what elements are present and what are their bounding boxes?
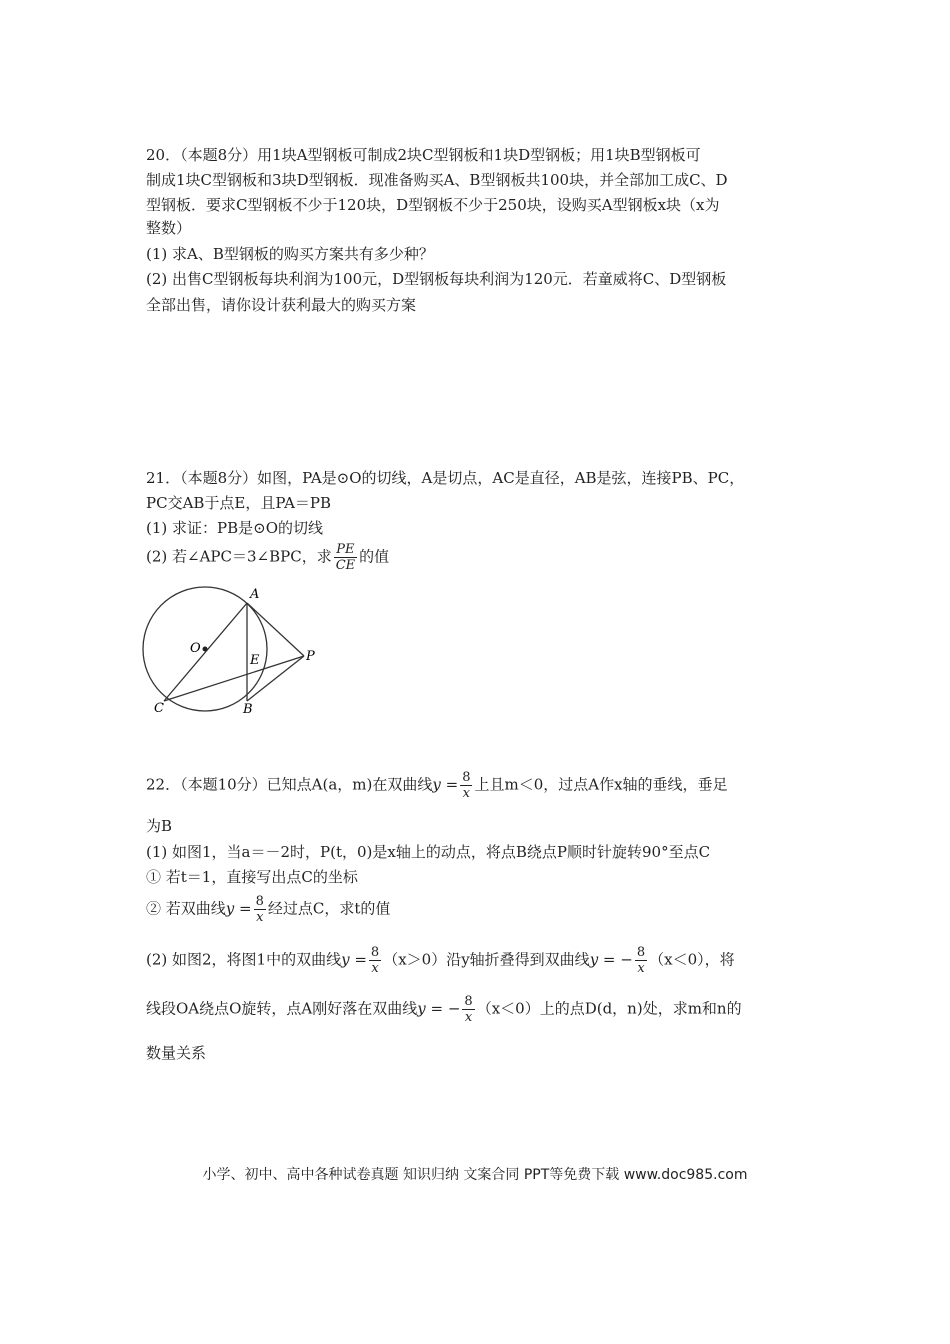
tangent-pa xyxy=(247,603,304,656)
label-a: A xyxy=(250,587,260,602)
q22-line-7: 线段OA绕点O旋转，点A刚好落在双曲线y = − $\frac{8}{x}$ （x＜0）上的点D(d，n)处，求m和n的 xyxy=(146,994,742,1025)
q20-part-1: (1) 求A、B型钢板的购买方案共有多少种？ xyxy=(146,245,434,263)
q20-line-3: 型钢板．要求C型钢板不少于120块，D型钢板不少于250块，设购买A型钢板x块（x为 xyxy=(146,196,720,214)
diameter-ac xyxy=(164,603,247,701)
q22-part-1: (1) 如图1，当a＝－2时，P(t，0)是x轴上的动点，将点B绕点P顺时针旋转90°至点C xyxy=(146,843,711,861)
label-c: C xyxy=(154,701,164,716)
label-e: E xyxy=(250,653,260,668)
q20-line-2: 制成1块C型钢板和3块D型钢板．现准备购买A、B型钢板共100块，并全部加工成C、D xyxy=(146,171,728,189)
label-p: P xyxy=(306,649,315,664)
q22-line-8: 数量关系 xyxy=(146,1044,207,1062)
segment-pc xyxy=(164,656,304,701)
fraction-pe-ce: $\frac{PE}{CE}$ xyxy=(335,542,356,573)
q21-part-2-suffix: 的值 xyxy=(359,547,390,566)
q20-part-2: (2) 出售C型钢板每块利润为100元，D型钢板每块利润为120元．若童威将C、D型钢板 xyxy=(146,270,727,288)
fraction-neg-8-over-x: $\frac{8}{x}$ xyxy=(464,994,473,1025)
q21-part-2-text: (2) 若∠APC＝3∠BPC，求 xyxy=(146,547,332,566)
q21-part-2 xyxy=(146,542,389,573)
fraction-8-over-x: $\frac{8}{x}$ xyxy=(462,770,471,801)
q22-sub-2: ② 若双曲线y = $\frac{8}{x}$ 经过点C，求t的值 xyxy=(146,894,391,925)
q22-line-1: 22．（本题10分）已知点A(a，m)在双曲线y = $\frac{8}{x}$ 上且m＜0，过点A作x轴的垂线，垂足 xyxy=(146,770,728,801)
q22-part-2: (2) 如图2，将图1中的双曲线y = $\frac{8}{x}$ （x＞0）沿y轴折叠得到双曲线y = − $\frac{8}{x}$ （x＜0），将 xyxy=(146,945,735,976)
center-dot xyxy=(203,647,208,652)
q20-line-1: 20．（本题8分）用1块A型钢板可制成2块C型钢板和1块D型钢板；用1块B型钢板可 xyxy=(146,146,701,164)
fraction-8-over-x: $\frac{8}{x}$ xyxy=(370,945,380,976)
label-o: O xyxy=(190,641,201,656)
q20-line-7: 全部出售，请你设计获利最大的购买方案 xyxy=(146,296,417,314)
q20-line-4: 整数） xyxy=(146,219,192,237)
q22-sub-1: ① 若t＝1，直接写出点C的坐标 xyxy=(146,868,358,886)
q21-line-2: PC交AB于点E，且PA＝PB xyxy=(146,494,332,512)
q22-line-2: 为B xyxy=(146,817,173,835)
page-footer: 小学、初中、高中各种试卷真题 知识归纳 文案合同 PPT等免费下载 www.doc985.com xyxy=(202,1167,748,1183)
q21-circle-figure xyxy=(140,582,330,717)
fraction-8-over-x: $\frac{8}{x}$ xyxy=(255,894,264,925)
fraction-neg-8-over-x: $\frac{8}{x}$ xyxy=(636,945,646,976)
label-b: B xyxy=(243,702,253,717)
q21-line-1: 21．（本题8分）如图，PA是⊙O的切线，A是切点，AC是直径，AB是弦，连接PB、PC， xyxy=(146,469,745,487)
q21-part-1: (1) 求证：PB是⊙O的切线 xyxy=(146,519,323,537)
